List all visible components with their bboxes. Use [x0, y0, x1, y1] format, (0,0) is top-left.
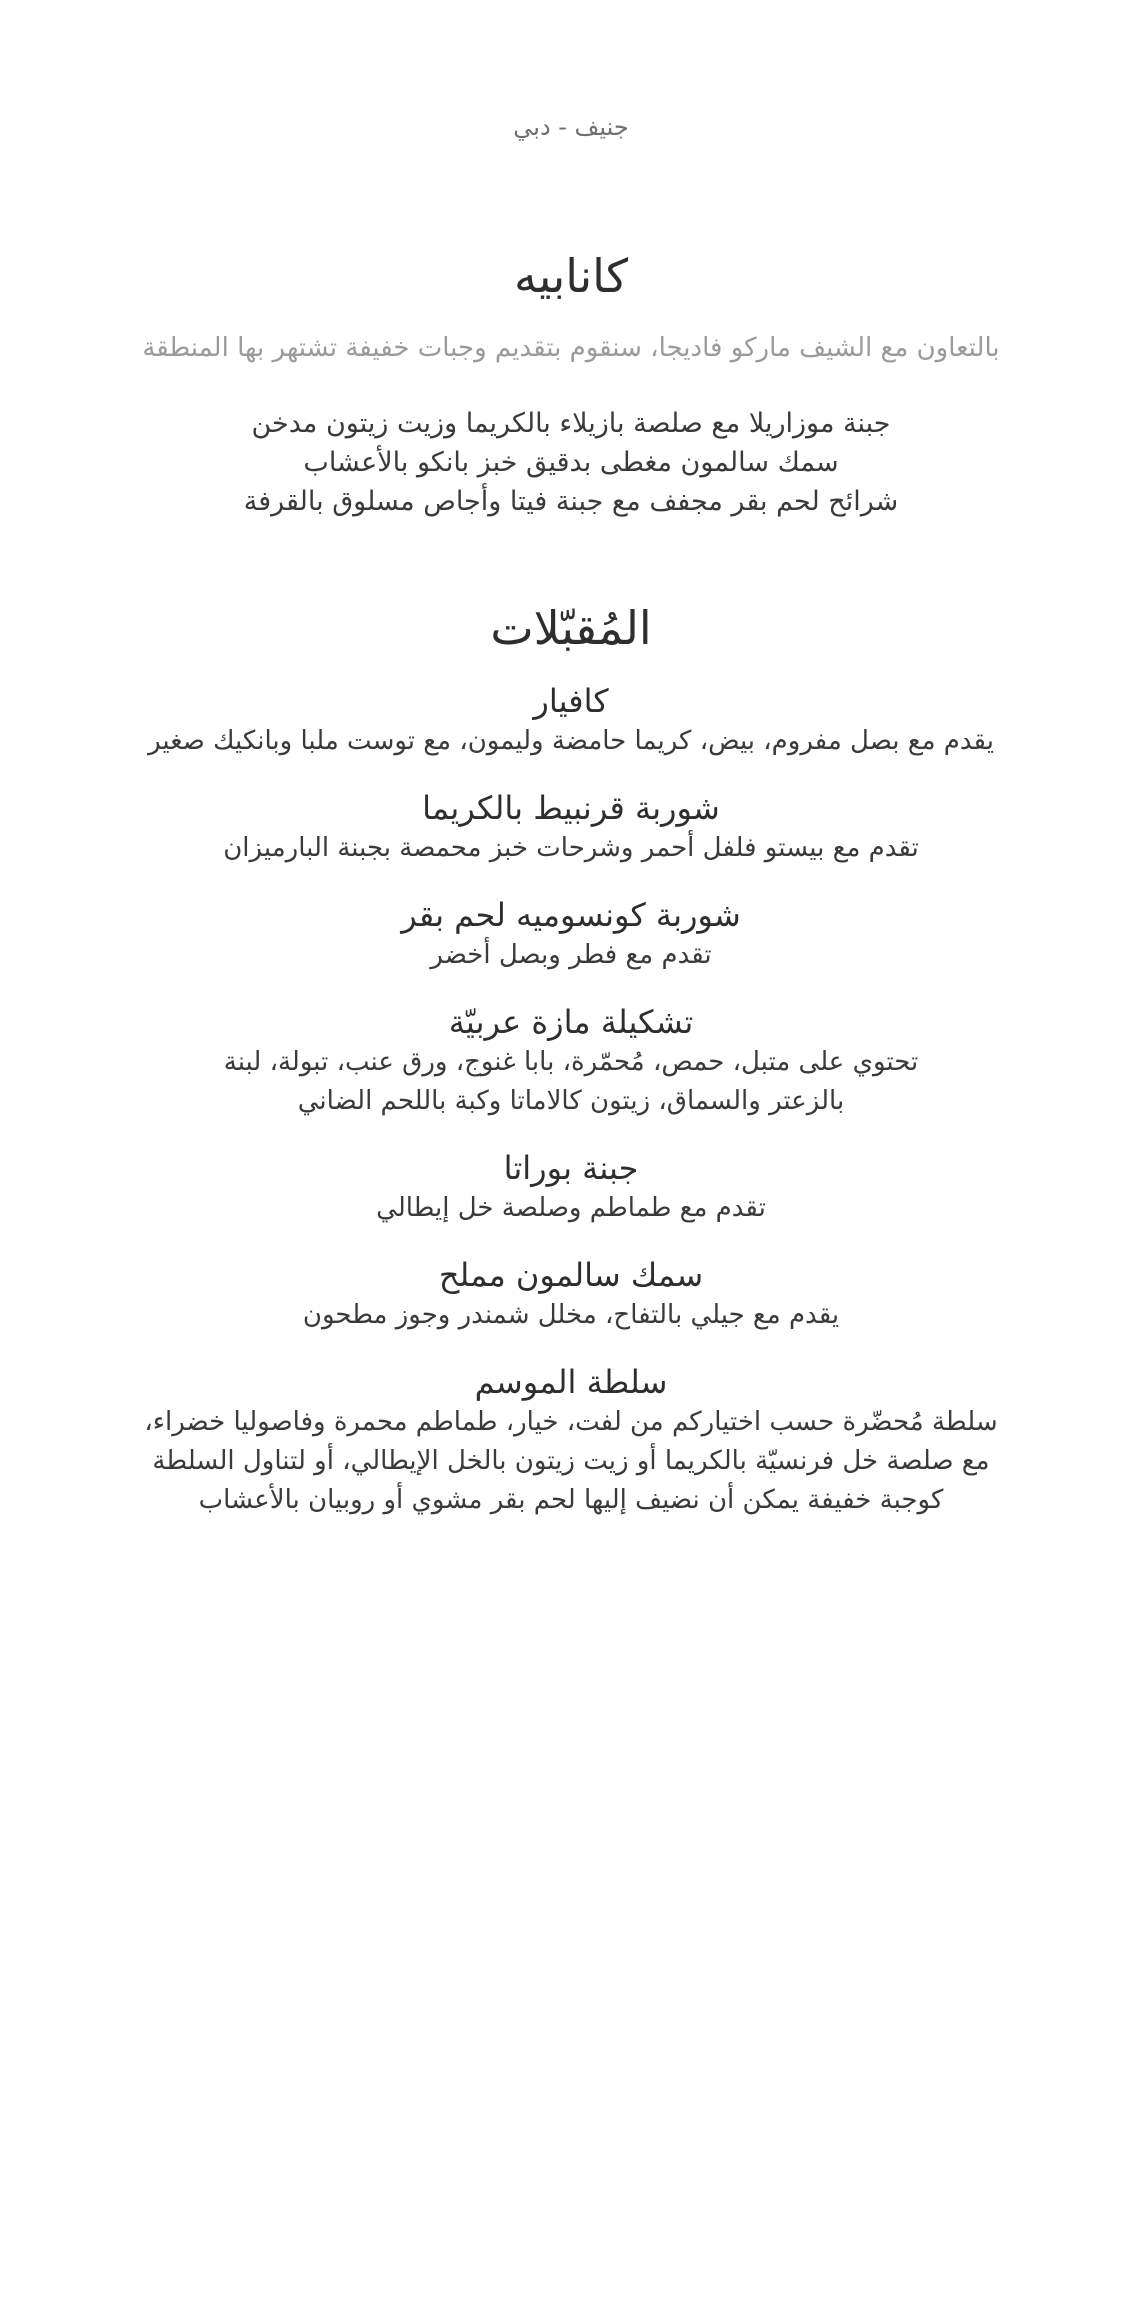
- dish-name: شوربة كونسوميه لحم بقر: [401, 896, 741, 934]
- dish-cured-salmon: [0, 1254, 1142, 1335]
- dish-description-line: مع صلصة خل فرنسيّة بالكريما أو زيت زيتون بالخل الإيطالي، أو لتناول السلطة: [152, 1446, 990, 1476]
- canape-title: كانابيه: [513, 249, 629, 303]
- dish-description: [0, 722, 1142, 761]
- canape-intro: بالتعاون مع الشيف ماركو فاديجا، سنقوم بتقديم وجبات خفيفة تشتهر بها المنطقة: [142, 333, 1000, 363]
- dish-name: شوربة قرنبيط بالكريما: [422, 789, 720, 827]
- starters-section: [0, 598, 1142, 1520]
- dish-caviar: [0, 680, 1142, 761]
- dish-description: [0, 829, 1142, 868]
- dish-description: [0, 936, 1142, 975]
- dish-description: [0, 1296, 1142, 1335]
- dish-cauliflower-soup: [0, 787, 1142, 868]
- canape-item: جبنة موزاريلا مع صلصة بازيلاء بالكريما وزيت زيتون مدخن: [251, 408, 891, 439]
- dish-description: [0, 1403, 1142, 1520]
- dish-description-line: يقدم مع بصل مفروم، بيض، كريما حامضة وليمون، مع توست ملبا وبانكيك صغير: [148, 726, 994, 756]
- dish-description-line: تحتوي على متبل، حمص، مُحمّرة، بابا غنوج، ورق عنب، تبولة، لبنة: [223, 1047, 919, 1077]
- dish-description-line: يقدم مع جيلي بالتفاح، مخلل شمندر وجوز مطحون: [302, 1300, 840, 1330]
- dish-description-line: كوجبة خفيفة يمكن أن نضيف إليها لحم بقر مشوي أو روبيان بالأعشاب: [198, 1485, 944, 1515]
- dish-description-line: تقدم مع بيستو فلفل أحمر وشرحات خبز محمصة بجبنة البارميزان: [223, 833, 919, 863]
- dish-seasonal-salad: [0, 1361, 1142, 1520]
- dish-description: [0, 1043, 1142, 1121]
- dish-name: سلطة الموسم: [474, 1363, 668, 1401]
- dish-name: سمك سالمون مملح: [438, 1256, 704, 1294]
- dish-description-line: تقدم مع طماطم وصلصة خل إيطالي: [376, 1193, 766, 1223]
- dish-name: تشكيلة مازة عربيّة: [448, 1003, 694, 1041]
- dish-description-line: تقدم مع فطر وبصل أخضر: [430, 940, 712, 970]
- dish-description: [0, 1189, 1142, 1228]
- dish-beef-consomme: [0, 894, 1142, 975]
- dish-name: جبنة بوراتا: [503, 1149, 639, 1187]
- dish-description-line: سلطة مُحضّرة حسب اختياركم من لفت، خيار، طماطم محمرة وفاصوليا خضراء،: [144, 1407, 998, 1437]
- dish-description-line: بالزعتر والسماق، زيتون كالاماتا وكبة باللحم الضاني: [297, 1086, 845, 1116]
- canape-list: [0, 404, 1142, 521]
- canape-item: شرائح لحم بقر مجفف مع جبنة فيتا وأجاص مسلوق بالقرفة: [243, 486, 899, 517]
- canape-section: [0, 246, 1142, 521]
- flight-route: جنيف - دبي: [513, 113, 629, 141]
- dish-burrata: [0, 1147, 1142, 1228]
- dish-name: كافيار: [533, 682, 609, 720]
- dish-arabic-mezze: [0, 1001, 1142, 1121]
- starters-title: المُقبّلات: [490, 601, 652, 655]
- canape-item: سمك سالمون مغطى بدقيق خبز بانكو بالأعشاب: [303, 447, 839, 478]
